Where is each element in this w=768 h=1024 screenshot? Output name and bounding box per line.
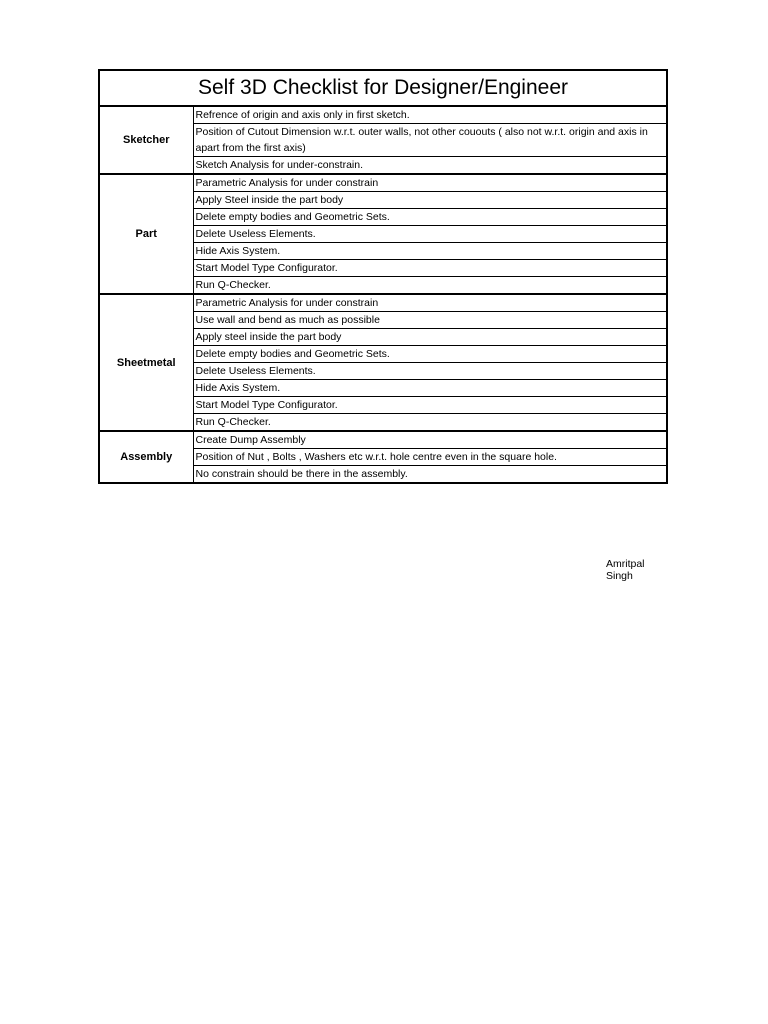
checklist-row (99, 294, 667, 312)
checklist-sheet (98, 69, 666, 582)
checklist-item: Apply steel inside the part body (193, 329, 667, 346)
checklist-item: Run Q-Checker. (193, 277, 667, 295)
checklist-row (99, 431, 667, 449)
checklist-item: Parametric Analysis for under constrain (193, 294, 667, 312)
checklist-row (99, 106, 667, 124)
category-sketcher: Sketcher (99, 106, 193, 174)
author-name: Amritpal Singh (606, 558, 645, 582)
checklist-item: Parametric Analysis for under constrain (193, 174, 667, 192)
checklist-row (99, 174, 667, 192)
category-sheetmetal: Sheetmetal (99, 294, 193, 431)
checklist-item: Run Q-Checker. (193, 414, 667, 432)
checklist-item: Start Model Type Configurator. (193, 397, 667, 414)
checklist-item: Delete empty bodies and Geometric Sets. (193, 209, 667, 226)
category-part: Part (99, 174, 193, 294)
category-assembly: Assembly (99, 431, 193, 483)
checklist-item: Sketch Analysis for under-constrain. (193, 157, 667, 175)
checklist-item: Use wall and bend as much as possible (193, 312, 667, 329)
checklist-item: Position of Cutout Dimension w.r.t. outer walls, not other cououts ( also not w.r.t. origin and axis in apart from the first axis) (193, 124, 667, 157)
checklist-item: Hide Axis System. (193, 380, 667, 397)
document-title: Self 3D Checklist for Designer/Engineer (99, 70, 667, 106)
checklist-item: Hide Axis System. (193, 243, 667, 260)
checklist-item: Start Model Type Configurator. (193, 260, 667, 277)
checklist-table (98, 69, 668, 484)
checklist-item: Refrence of origin and axis only in first sketch. (193, 106, 667, 124)
checklist-item: Delete Useless Elements. (193, 226, 667, 243)
checklist-item: Delete empty bodies and Geometric Sets. (193, 346, 667, 363)
title-row (99, 70, 667, 106)
checklist-item: Create Dump Assembly (193, 431, 667, 449)
checklist-item: Delete Useless Elements. (193, 363, 667, 380)
checklist-item: Apply Steel inside the part body (193, 192, 667, 209)
checklist-item: No constrain should be there in the assembly. (193, 466, 667, 484)
checklist-item: Position of Nut , Bolts , Washers etc w.r.t. hole centre even in the square hole. (193, 449, 667, 466)
